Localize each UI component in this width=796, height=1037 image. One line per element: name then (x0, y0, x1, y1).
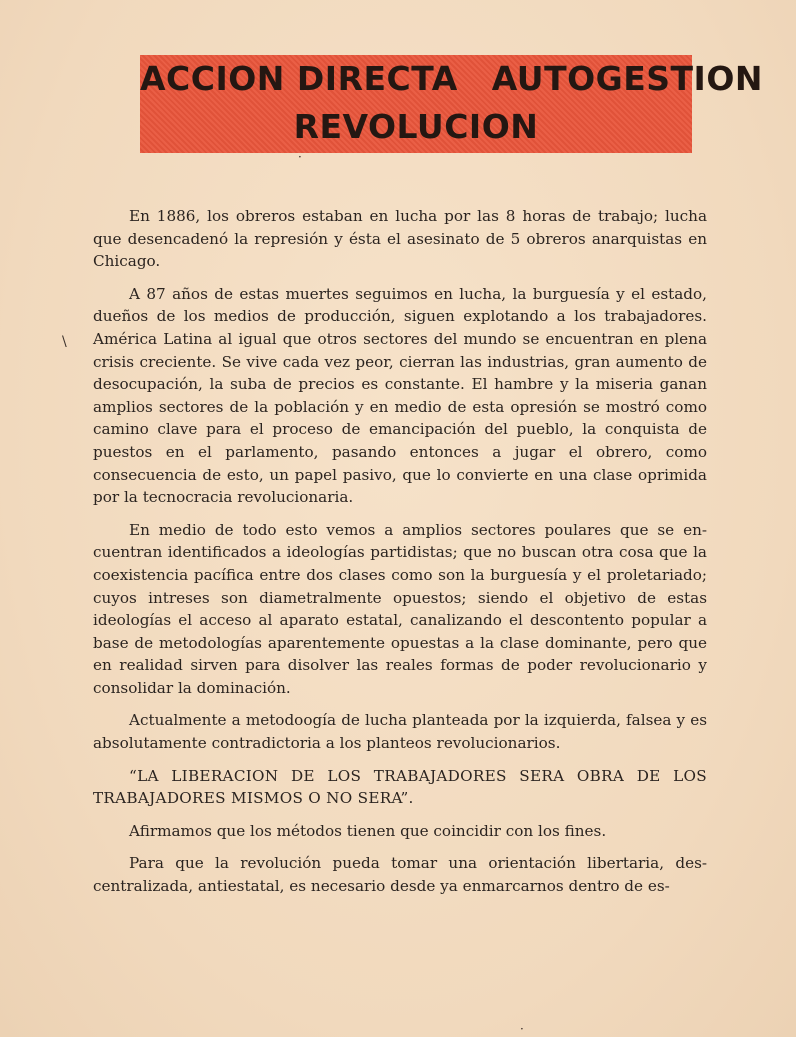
paragraph-2: A 87 años de estas muertes seguimos en lucha, la burguesía y el estado, dueños de los medios de producción, siguen explotando a los trabajadores. América Latina al igual que otros sectores del mundo se encuentran en plena crisis creciente. Se vive cada vez peor, cierran las industrias, gran aumento de desocupación, la suba de precios es constante. El hambre y la miseria ganan amplios sectores de la población y en medio de esta opresión se mostró como camino clave para el proceso de emancipación del pueblo, la conquista de puestos en el parlamento, pasando entonces a jugar el obrero, como consecuencia de esto, un papel pasivo, que lo convierte en una clase oprimida por la tecnocracia revolucionaria. (93, 284, 707, 507)
paragraph-7: Para que la revolución pueda tomar una orientación libertaria, descentralizada, antiestatal, es necesario desde ya enmarcarnos dentro de es- (93, 854, 707, 896)
banner-text-accion-directa: ACCION DIRECTA (140, 59, 458, 98)
paragraph-3: En medio de todo esto vemos a amplios sectores poulares que se encuentran identificados a ideologías partidistas; que no buscan otra cosa que la coexistencia pacífica entre dos clases como son la burguesía y el proletariado; cuyos intreses son diametralmente opuestos; siendo el objetivo de estas ideologías el acceso al aparato estatal, canalizando el descontento popular a base de metodologías aparentemente opuestas a la clase dominante, pero que en realidad sirven para disolver las reales formas de poder revolucionario y consolidar la dominación. (93, 520, 707, 697)
banner-text-autogestion: AUTOGESTION (491, 59, 763, 98)
margin-tick-mark: \ (62, 334, 67, 350)
banner-text-revolucion: REVOLUCION (293, 107, 539, 146)
print-speck: · (298, 150, 302, 164)
paragraph-4: Actualmente a metodoogía de lucha planteada por la izquierda, falsea y es absolutamente contradictoria a los planteos revolucionarios. (93, 711, 707, 753)
print-speck: · (520, 1022, 524, 1036)
paragraph-1: En 1886, los obreros estaban en lucha por las 8 horas de trabajo; lucha que desencadenó la represión y ésta el asesinato de 5 obreros anarquistas en Chicago. (93, 207, 707, 271)
title-banner (140, 55, 763, 153)
banner-line-1 (140, 59, 763, 98)
body-text (93, 205, 707, 908)
quote-paragraph: “LA LIBERACION DE LOS TRABAJADORES SERA OBRA DE LOS TRABAJADORES MISMOS O NO SERA”. (93, 766, 707, 808)
paragraph-6: Afirmamos que los métodos tienen que coincidir con los fines. (129, 821, 607, 840)
